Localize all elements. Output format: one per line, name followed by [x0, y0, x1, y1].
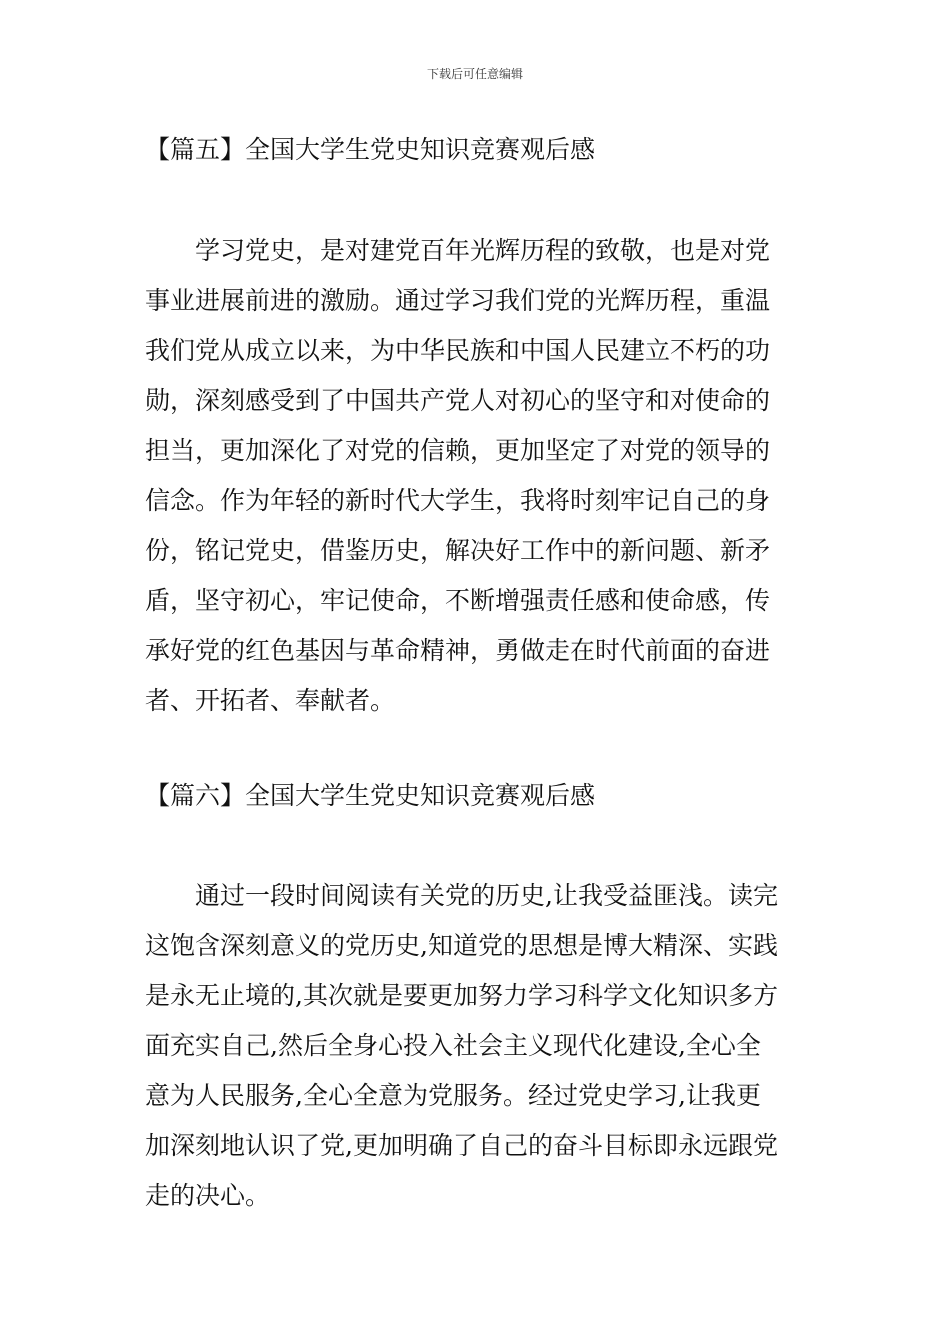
- paragraph-line: 勋，深刻感受到了中国共产党人对初心的坚守和对使命的: [145, 386, 771, 415]
- paragraph-line: 这饱含深刻意义的党历史,知道党的思想是博大精深、实践: [145, 931, 778, 960]
- paragraph-line: 我们党从成立以来，为中华民族和中国人民建立不朽的功: [145, 336, 771, 365]
- section-title-6: 【篇六】全国大学生党史知识竞赛观后感: [145, 781, 596, 810]
- paragraph-line: 学习党史，是对建党百年光辉历程的致敬，也是对党: [145, 236, 771, 265]
- section-6-paragraph: [145, 871, 805, 1221]
- paragraph-line: 担当，更加深化了对党的信赖，更加坚定了对党的领导的: [145, 436, 771, 465]
- paragraph-line: 承好党的红色基因与革命精神，勇做走在时代前面的奋进: [145, 636, 771, 665]
- paragraph-line: 通过一段时间阅读有关党的历史,让我受益匪浅。读完: [145, 881, 778, 910]
- paragraph-line: 者、开拓者、奉献者。: [145, 686, 396, 715]
- paragraph-line: 盾，坚守初心，牢记使命，不断增强责任感和使命感，传: [145, 586, 771, 615]
- paragraph-line: 面充实自己,然后全身心投入社会主义现代化建设,全心全: [145, 1031, 761, 1060]
- header-note: 下载后可任意编辑: [426, 67, 523, 81]
- paragraph-line: 事业进展前进的激励。通过学习我们党的光辉历程，重温: [145, 286, 771, 315]
- paragraph-line: 意为人民服务,全心全意为党服务。经过党史学习,让我更: [145, 1081, 761, 1110]
- paragraph-line: 信念。作为年轻的新时代大学生，我将时刻牢记自己的身: [145, 486, 771, 515]
- paragraph-line: 加深刻地认识了党,更加明确了自己的奋斗目标即永远跟党: [145, 1131, 778, 1160]
- paragraph-line: 走的决心。: [145, 1181, 271, 1210]
- paragraph-line: 份，铭记党史，借鉴历史，解决好工作中的新问题、新矛: [145, 536, 771, 565]
- paragraph-line: 是永无止境的,其次就是要更加努力学习科学文化知识多方: [145, 981, 778, 1010]
- section-5-paragraph: [145, 226, 805, 726]
- section-title-5: 【篇五】全国大学生党史知识竞赛观后感: [145, 135, 596, 164]
